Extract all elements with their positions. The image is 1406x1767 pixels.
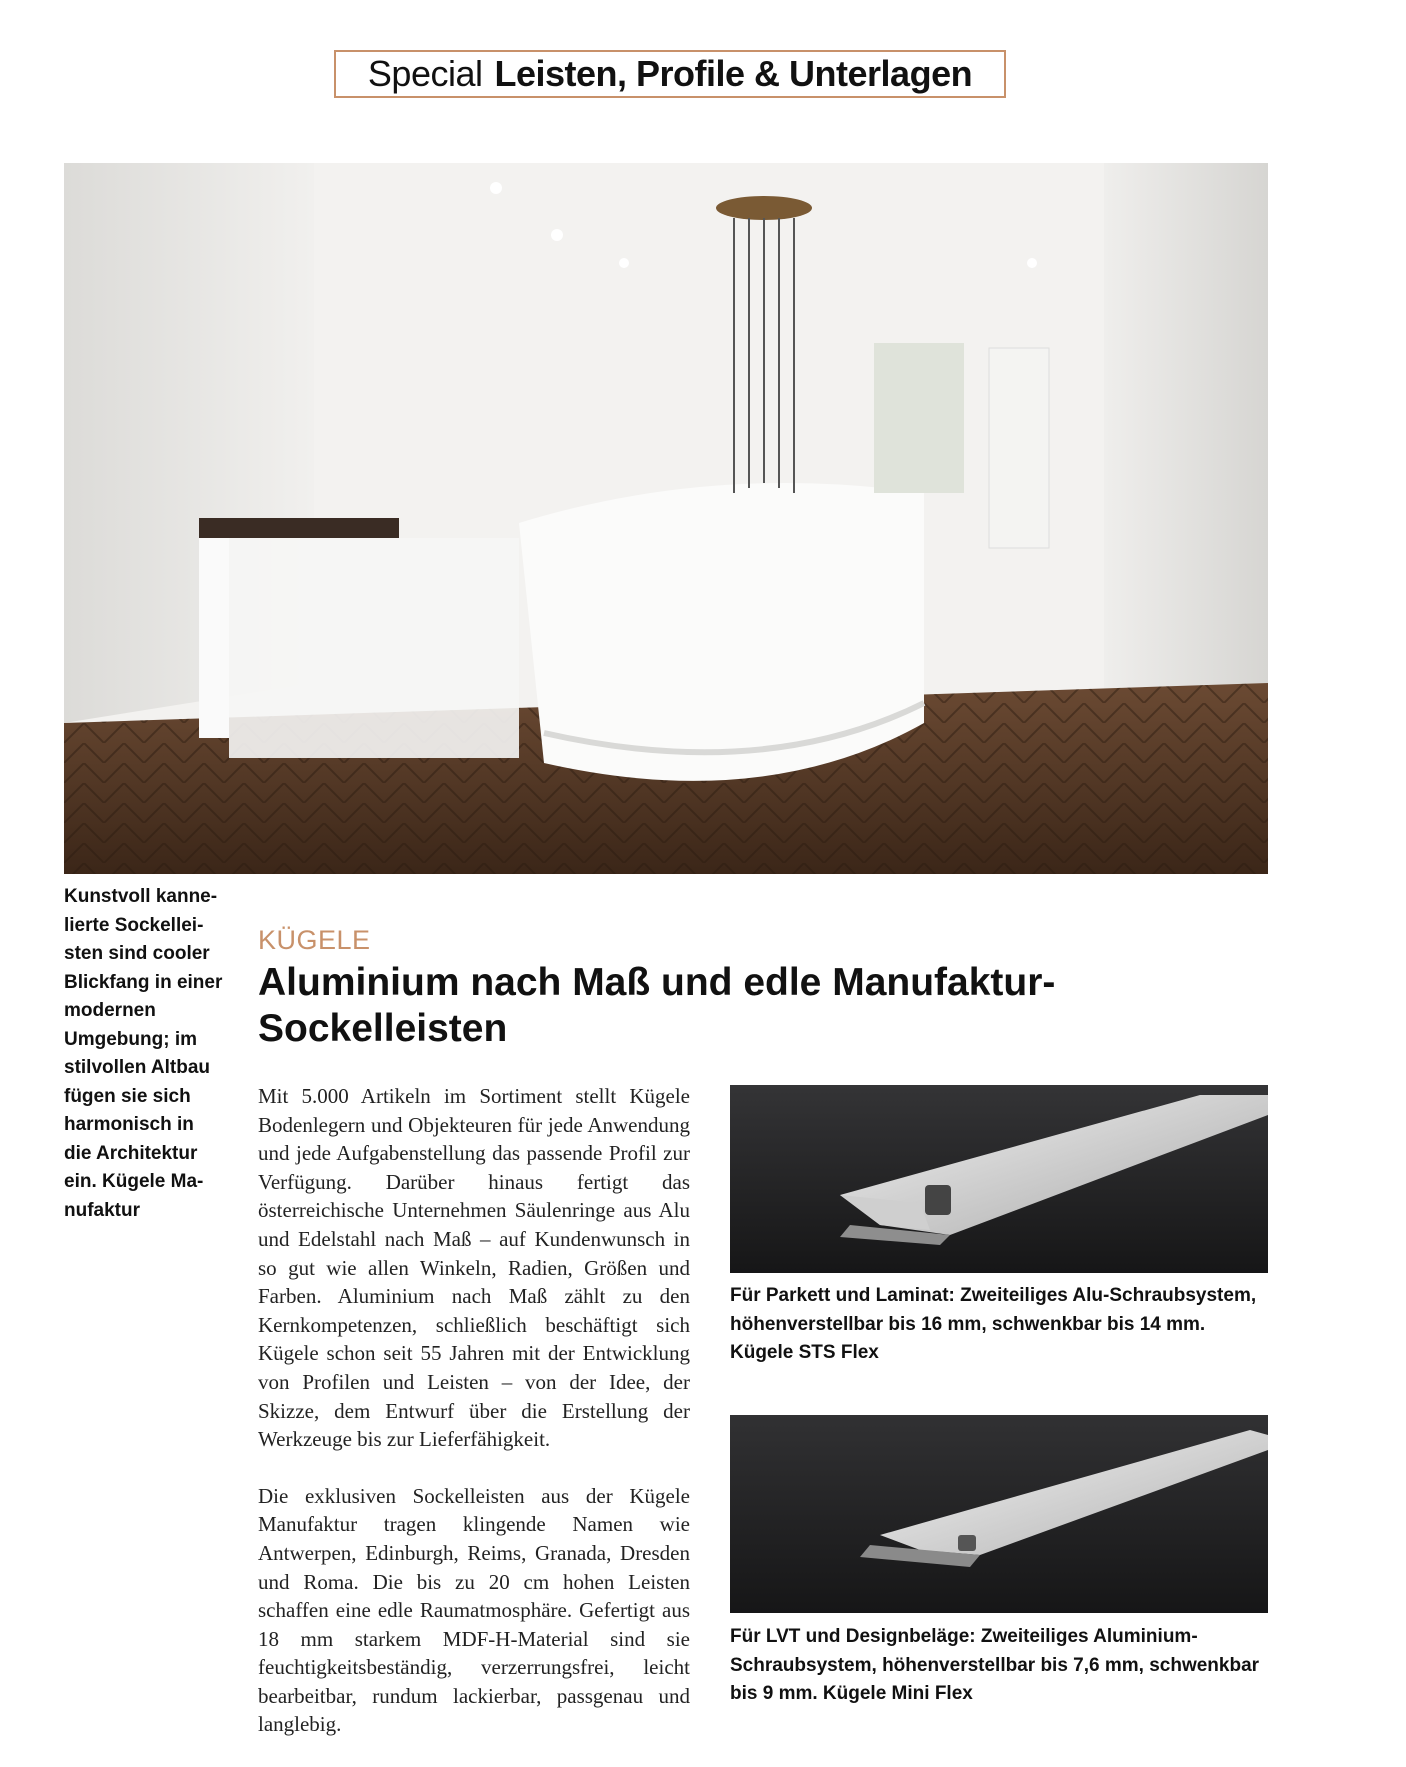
article-body [258,1082,690,1767]
special-label: Special [367,53,483,94]
product-caption-sts-flex: Für Parkett und Laminat: Zweiteiliges Alu-Schraubsystem, höhenverstellbar bis 16 mm, schwenkbar bis 14 mm. Kügele STS Flex [730,1285,1257,1363]
body-paragraph: Die exklusiven Sockelleisten aus der Kügele Manufaktur tragen klingende Namen wie Antwerpen, Edinburgh, Reims, Granada, Dresden und Roma. Die bis zu 20 cm hohen Leisten schaffen eine edle Raumatmosphäre. Gefertigt aus 18 mm starkem MDF-H-Material sind sie feuchtigkeitsbeständig, verzerrungsfrei, leicht bearbeitbar, rundum lackierbar, passgenau und langlebig. [258,1483,690,1737]
special-header [334,50,1006,98]
body-paragraph: Mit 5.000 Artikeln im Sortiment stellt Kügele Bodenlegern und Objekteuren für jede Anwendung und jede Aufgabenstellung das passende Profil zur Verfügung. Darüber hinaus fertigt das österreichische Unternehmen Säulenringe aus Alu und Edelstahl nach Maß – auf Kundenwunsch in so gut wie allen Winkeln, Radien, Größen und Farben. Aluminium nach Maß zählt zu den Kernkompetenzen, schließlich beschäftigt sich Kügele schon seit 55 Jahren mit der Entwicklung von Profilen und Leisten – von der Idee, der Skizze, dem Entwurf über die Erstellung der Werkzeuge bis zur Lieferfähigkeit. [258,1084,690,1452]
article-kicker: KÜGELE [258,925,371,955]
product-photo-sts-flex [730,1085,1268,1273]
hero-photo [64,163,1268,874]
product-caption-mini-flex: Für LVT und Designbeläge: Zweiteiliges Aluminium-Schraubsystem, höhenverstellbar bis 7,6 mm, schwenkbar bis 9 mm. Kügele Mini Flex [730,1626,1260,1704]
product-photo-mini-flex [730,1415,1268,1613]
article-headline: Aluminium nach Maß und edle Manufaktur-Sockelleisten [258,961,1056,1050]
special-topic: Leisten, Profile & Unterlagen [494,53,973,94]
hero-caption: Kunstvoll kannelierte Sockelleisten sind cooler Blickfang in einer modernen Umgebung; im stilvollen Altbau fügen sie sich harmonisch in die Architektur ein. Kügele Manufaktur [64,886,223,1221]
